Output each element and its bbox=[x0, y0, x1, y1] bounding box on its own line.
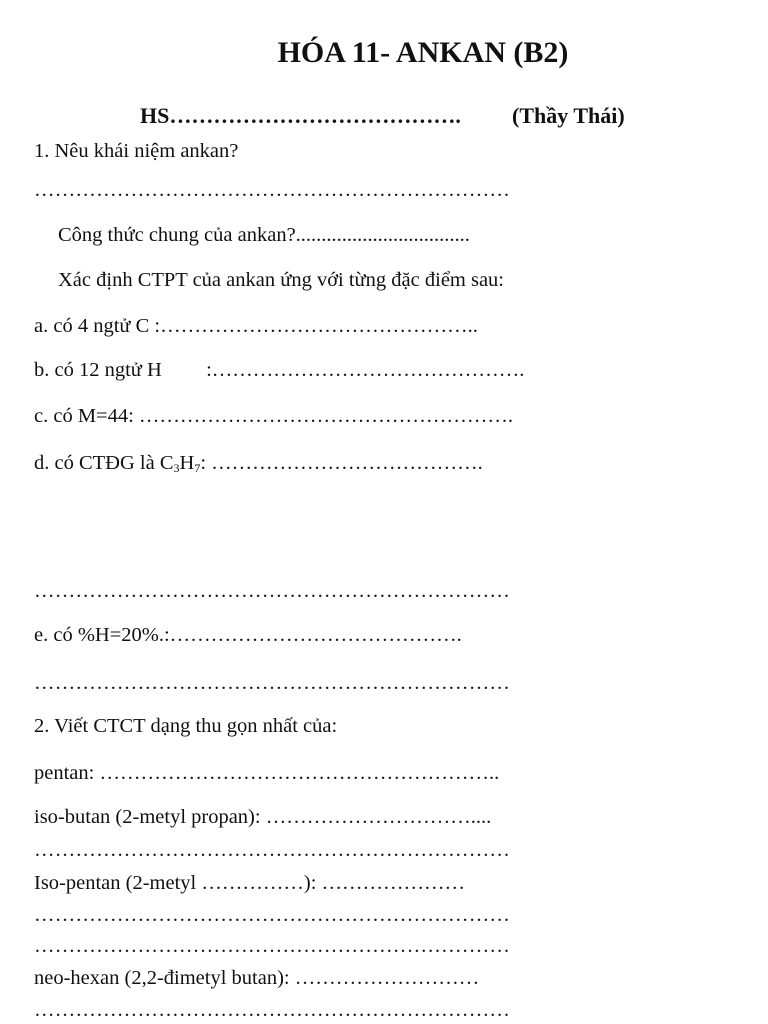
page-title: HÓA 11- ANKAN (B2) bbox=[277, 36, 569, 69]
question-1: 1. Nêu khái niệm ankan? bbox=[34, 140, 239, 162]
item-b bbox=[34, 358, 524, 382]
item-d-suffix: : …………………………………. bbox=[200, 452, 483, 474]
question-2: 2. Viết CTCT dạng thu gọn nhất của: bbox=[34, 715, 338, 737]
item-d-prefix: d. có CTĐG là C bbox=[34, 452, 174, 474]
isopentan-answer-line-1: …………………………………………………………… bbox=[34, 904, 511, 926]
student-name-field: HS…………………………………. bbox=[140, 103, 461, 128]
answer-line-1: …………………………………………………………… bbox=[34, 179, 511, 201]
teacher-name: (Thầy Thái) bbox=[512, 103, 625, 128]
item-d-answer-line: …………………………………………………………… bbox=[34, 580, 511, 602]
isopentan-line: Iso-pentan (2-metyl ……………): ………………… bbox=[34, 872, 466, 894]
item-e-answer-line: …………………………………………………………… bbox=[34, 672, 511, 694]
item-d-sub-3: 3 bbox=[173, 461, 180, 475]
isopentan-answer-line-2: …………………………………………………………… bbox=[34, 935, 511, 957]
neohexan-answer-line: …………………………………………………………… bbox=[34, 999, 511, 1021]
ctpt-prompt: Xác định CTPT của ankan ứng với từng đặc điểm sau: bbox=[58, 269, 505, 291]
item-d-sub-7: 7 bbox=[194, 461, 201, 475]
item-b-label: b. có 12 ngtử H bbox=[34, 359, 162, 381]
neohexan-line: neo-hexan (2,2-đimetyl butan): ……………………… bbox=[34, 967, 480, 989]
item-d-mid: H bbox=[179, 452, 195, 474]
formula-prompt: Công thức chung của ankan?.................................. bbox=[58, 224, 470, 246]
item-e: e. có %H=20%.:……………………………………. bbox=[34, 624, 462, 646]
item-d bbox=[34, 451, 483, 480]
isobutan-answer-line: …………………………………………………………… bbox=[34, 839, 511, 861]
item-b-dots: :………………………………………. bbox=[206, 359, 525, 381]
isobutan-line: iso-butan (2-metyl propan): ………………………….... bbox=[34, 806, 492, 828]
item-c: c. có M=44: ………………………………………………. bbox=[34, 405, 514, 427]
item-a: a. có 4 ngtử C :……………………………………….. bbox=[34, 315, 478, 337]
pentan-line: pentan: ………………………………………………….. bbox=[34, 762, 500, 784]
